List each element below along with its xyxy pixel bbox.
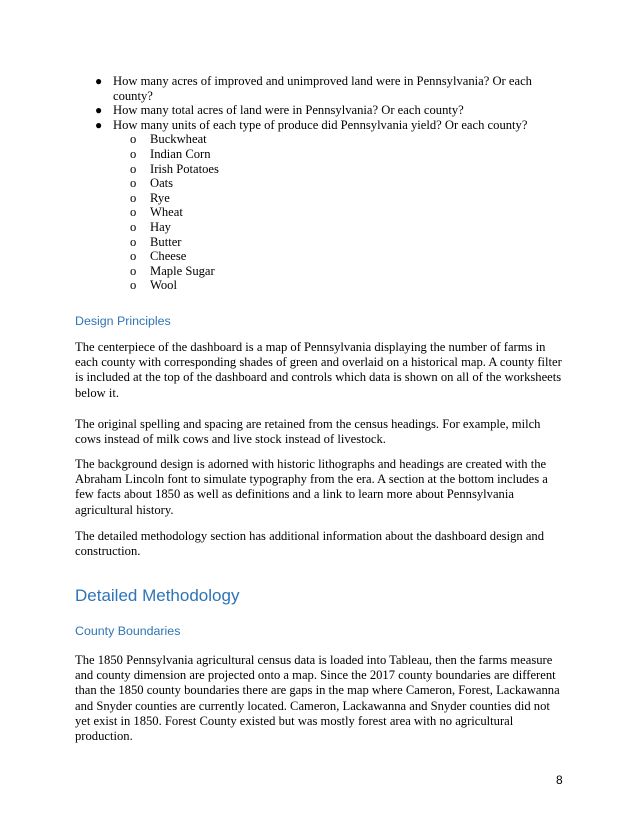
produce-item-text: Hay bbox=[150, 219, 171, 234]
sub-bullet-marker: o bbox=[130, 132, 137, 147]
design-paragraph-3: The background design is adorned with historic lithographs and headings are created with the Abraham Lincoln font to simulate typography from the era. A section at the bottom includes a few facts about 1850 as well as definitions and a link to learn more about Pennsylvania agricultural history. bbox=[75, 457, 548, 517]
produce-item-text: Butter bbox=[150, 234, 182, 249]
bullet-icon: ● bbox=[95, 117, 103, 132]
list-item-text: How many total acres of land were in Pennsylvania? Or each county? bbox=[113, 103, 464, 118]
detailed-methodology-heading: Detailed Methodology bbox=[75, 586, 240, 605]
produce-item-text: Buckwheat bbox=[150, 132, 207, 147]
sub-bullet-marker: o bbox=[130, 278, 137, 293]
produce-item bbox=[0, 235, 638, 250]
design-principles-heading: Design Principles bbox=[75, 314, 171, 328]
produce-item-text: Indian Corn bbox=[150, 146, 211, 161]
page-number: 8 bbox=[556, 773, 563, 787]
produce-item bbox=[0, 205, 638, 220]
methodology-paragraph: The 1850 Pennsylvania agricultural census data is loaded into Tableau, then the farms measure and county dimension are projected onto a map. Since the 2017 county boundaries are different than the 1850 county boundaries there are gaps in the map where Cameron, Forest, Lackawanna and Snyder counties are currently located. Cameron, Lackawanna and Snyder counties did not yet exist in 1850. Forest County existed but was mostly forest area with no agricultural production. bbox=[75, 653, 560, 744]
design-paragraph-2: The original spelling and spacing are retained from the census headings. For example, milch cows instead of milk cows and live stock instead of livestock. bbox=[75, 417, 541, 447]
list-item bbox=[0, 74, 543, 103]
produce-list bbox=[0, 132, 638, 293]
sub-bullet-marker: o bbox=[130, 249, 137, 264]
sub-bullet-marker: o bbox=[130, 161, 137, 176]
produce-item bbox=[0, 278, 638, 293]
sub-bullet-marker: o bbox=[130, 219, 137, 234]
produce-item-text: Maple Sugar bbox=[150, 263, 215, 278]
produce-item bbox=[0, 249, 638, 264]
produce-item bbox=[0, 264, 638, 279]
list-item bbox=[0, 118, 543, 133]
list-item-text: How many units of each type of produce did Pennsylvania yield? Or each county? bbox=[113, 117, 528, 132]
produce-item bbox=[0, 191, 638, 206]
sub-bullet-marker: o bbox=[130, 146, 137, 161]
produce-item-text: Rye bbox=[150, 190, 170, 205]
produce-item-text: Wheat bbox=[150, 205, 183, 220]
produce-item bbox=[0, 176, 638, 191]
produce-item-text: Irish Potatoes bbox=[150, 161, 219, 176]
produce-item bbox=[0, 220, 638, 235]
produce-item-text: Cheese bbox=[150, 249, 187, 264]
list-item bbox=[0, 103, 543, 118]
sub-bullet-marker: o bbox=[130, 205, 137, 220]
county-boundaries-heading: County Boundaries bbox=[75, 624, 181, 638]
produce-item-text: Oats bbox=[150, 176, 174, 191]
list-item-text: How many acres of improved and unimproved land were in Pennsylvania? Or each county? bbox=[113, 74, 532, 103]
sub-bullet-marker: o bbox=[130, 234, 137, 249]
design-paragraph-4: The detailed methodology section has additional information about the dashboard design and construction. bbox=[75, 529, 545, 559]
bullet-icon: ● bbox=[95, 103, 103, 118]
produce-item bbox=[0, 132, 638, 147]
sub-bullet-marker: o bbox=[130, 263, 137, 278]
produce-item bbox=[0, 147, 638, 162]
sub-bullet-marker: o bbox=[130, 190, 137, 205]
produce-item-text: Wool bbox=[150, 278, 177, 293]
design-paragraph-1: The centerpiece of the dashboard is a map of Pennsylvania displaying the number of farms in each county with corresponding shades of green and overlaid on a historical map. A county filter is included at the top of the dashboard and controls which data is shown on all of the worksheets below it. bbox=[75, 340, 562, 400]
sub-bullet-marker: o bbox=[130, 176, 137, 191]
produce-item bbox=[0, 162, 638, 177]
question-list bbox=[0, 74, 638, 293]
bullet-icon: ● bbox=[95, 74, 103, 88]
